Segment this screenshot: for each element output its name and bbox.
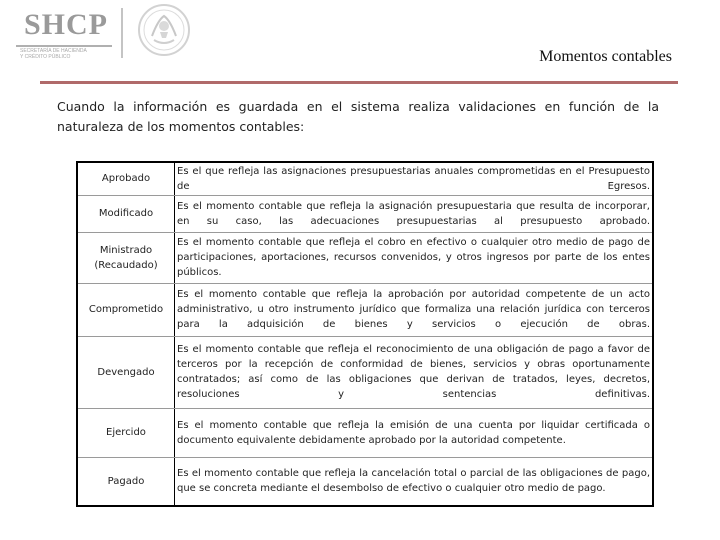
term-cell: [77, 457, 175, 506]
table-row: [77, 162, 653, 195]
definition-cell: Es el momento contable que refleja el cobro en efectivo o cualquier otro medio de pago de participaciones, aportaciones, recursos convenidos, y otros ingresos por parte de los entes públicos.: [175, 232, 654, 283]
table-row: [77, 457, 653, 506]
definition-cell: Es el que refleja las asignaciones presupuestarias anuales comprometidas en el Presupuesto de Egresos.: [175, 162, 654, 195]
term-label: Devengado: [97, 366, 155, 378]
term-label: Ministrado (Recaudado): [94, 244, 158, 271]
page-title: Momentos contables: [539, 48, 672, 65]
header-divider: [121, 8, 123, 58]
definition-cell: Es el momento contable que refleja el reconocimiento de una obligación de pago a favor de terceros por la recepción de conformidad de bienes, servicios y obras oportunamente contratados; así como de las obligaciones que derivan de tratados, leyes, decretos, resoluciones y sentencias definitivas.: [175, 336, 654, 408]
term-label: Aprobado: [101, 173, 151, 185]
logo-text: SHCP: [24, 8, 109, 41]
definition-cell: Es el momento contable que refleja la cancelación total o parcial de las obligaciones de pago, que se concreta mediante el desembolso de efectivo o cualquier otro medio de pago.: [175, 457, 654, 506]
table-row: [77, 336, 653, 408]
table-row: [77, 232, 653, 283]
term-cell: [77, 283, 175, 336]
table-row: [77, 195, 653, 232]
intro-paragraph: Cuando la información es guardada en el sistema realiza validaciones en función de la naturaleza de los momentos contables:: [57, 99, 659, 134]
logo-subtitle-line-2: Y CRÉDITO PÚBLICO: [20, 54, 71, 60]
momentos-table: [76, 161, 654, 507]
term-cell: [77, 232, 175, 283]
term-cell: [77, 408, 175, 457]
definition-cell: Es el momento contable que refleja la asignación presupuestaria que resulta de incorporar, en su caso, las adecuaciones presupuestarias al presupuesto aprobado.: [175, 195, 654, 232]
table-row: [77, 408, 653, 457]
term-label: Ejercido: [106, 427, 146, 438]
term-cell: [77, 195, 175, 232]
term-label: Modificado: [98, 208, 154, 219]
logo-subtitle-line-1: SECRETARÍA DE HACIENDA: [20, 48, 87, 54]
definition-cell: Es el momento contable que refleja la aprobación por autoridad competente de un acto administrativo, u otro instrumento jurídico que formaliza una relación jurídica con terceros para la adquisición de bienes y servicios o ejecución de obras.: [175, 283, 654, 336]
term-cell: [77, 162, 175, 195]
logo-subtitle: [20, 48, 87, 60]
national-seal-icon: [134, 2, 194, 60]
definition-cell: Es el momento contable que refleja la emisión de una cuenta por liquidar certificada o documento equivalente debidamente aprobado por la autoridad competente.: [175, 408, 654, 457]
term-cell: [77, 336, 175, 408]
title-divider: [40, 81, 678, 84]
logo-rule: [16, 45, 112, 47]
shcp-logo: [6, 6, 110, 58]
table-row: [77, 283, 653, 336]
term-label: Comprometido: [88, 304, 164, 315]
term-label: Pagado: [107, 475, 145, 487]
